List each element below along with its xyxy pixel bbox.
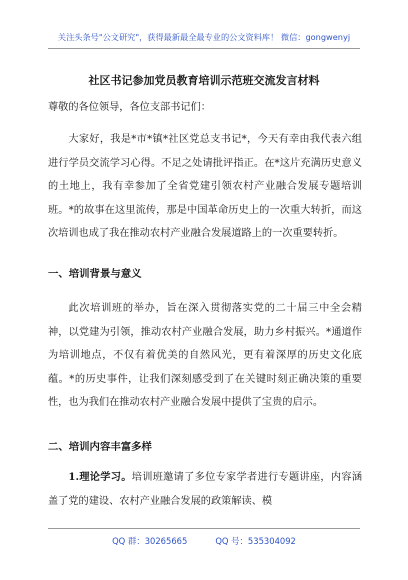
paragraph-body-text: 培训班邀请了多位专家学者进行专题讲座，内容涵盖了党的建设、农村产业融合发展的政策解读、模	[48, 472, 363, 507]
greeting-line: 尊敬的各位领导，各位支部书记们：	[48, 102, 211, 113]
section-background-paragraph: 此次培训班的举办，旨在深入贯彻落实党的二十届三中全会精神，以党建为引领，推动农村产业融合发展，助力乡村振兴。*通道作为培训地点，不仅有着优美的自然风光，更有着深厚的历史文化底蕴。*的历史事件，让我们深刻感受到了在关键时刻正确决策的重要性，也为我们在推动农村产业融合发展中提供了宝贵的启示。	[48, 303, 362, 409]
qq-group-number: QQ 群：30265665	[112, 536, 188, 546]
section-heading-content: 二、培训内容丰富多样	[48, 441, 152, 453]
footer-divider	[48, 528, 360, 529]
footer-contacts	[0, 535, 408, 547]
header-divider	[48, 48, 360, 49]
intro-paragraph: 大家好，我是*市*镇*社区党总支书记*，今天有幸由我代表六组进行学员交流学习心得。不足之处请批评指正。在*这片充满历史意义的土地上，我有幸参加了全省党建引领农村产业融合发展专题培训班。*的故事在这里流传，那是中国革命历史上的一次重大转折，而这次培训也成了我在推动农村产业融合发展道路上的一次重要转折。	[48, 134, 362, 240]
document-title: 社区书记参加党员教育培训示范班交流发言材料	[88, 74, 320, 87]
qq-account-number: QQ 号：535304092	[215, 536, 296, 546]
header-promo-note: 关注头条号"公文研究"，获得最新最全最专业的公文资料库！ 微信：gongwenyj	[57, 32, 351, 42]
section-heading-background: 一、培训背景与意义	[48, 268, 142, 280]
section-content-paragraph	[48, 466, 362, 513]
paragraph-lead-label: 1.理论学习。	[68, 471, 132, 483]
